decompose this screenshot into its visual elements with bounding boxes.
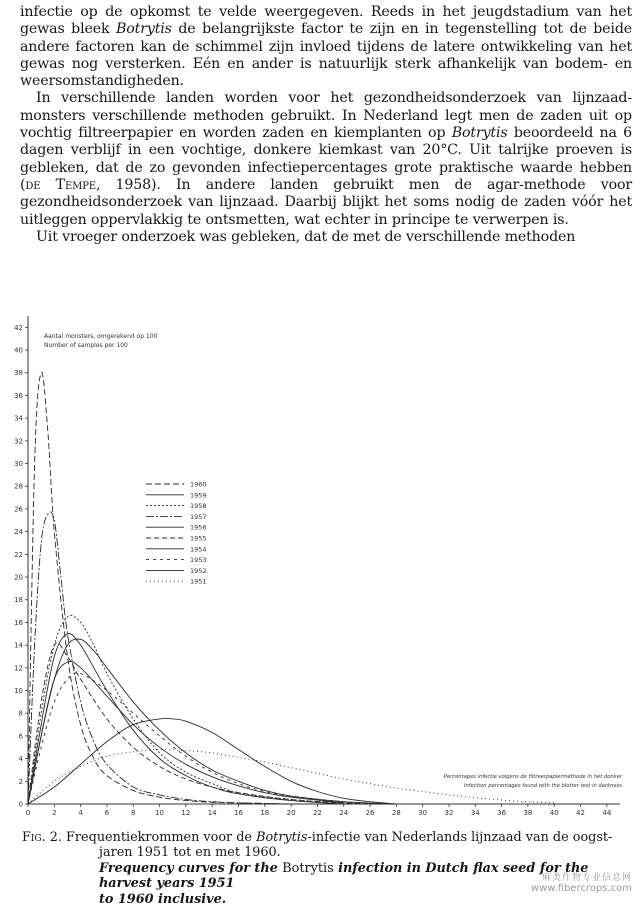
x-tick-label: 14	[207, 809, 217, 817]
caption-figure-number: Fig. 2.	[22, 830, 62, 845]
y-tick-label: 38	[14, 369, 23, 378]
x-tick-label: 42	[576, 809, 585, 817]
x-tick-label: 16	[234, 809, 243, 817]
paragraph-1-italic-term: Botrytis	[115, 21, 172, 38]
legend-label-1960: 1960	[190, 480, 207, 489]
y-tick-label: 24	[14, 528, 23, 537]
x-tick-label: 0	[25, 809, 31, 817]
x-tick-label: 38	[523, 809, 533, 817]
caption-english-part-c: infection in Dutch flax seed for the harvest years 1951	[99, 860, 589, 892]
legend-label-1957: 1957	[190, 512, 207, 521]
caption-english-upright-term: Botrytis	[282, 860, 334, 876]
y-tick-group	[14, 324, 28, 809]
y-tick-label: 22	[14, 550, 23, 559]
x-tick-label: 10	[155, 809, 165, 817]
x-tick-label: 34	[470, 809, 480, 817]
x-tick-label: 36	[497, 809, 507, 817]
paragraph-2	[20, 90, 632, 228]
x-axis-label-nl: Percentages infectie volgens de filtreerpapiermethode in het donker	[443, 774, 622, 780]
caption-dutch-italic-term: Botrytis	[256, 830, 308, 845]
y-tick-label: 36	[14, 391, 23, 400]
x-tick-label: 40	[549, 809, 559, 817]
paragraph-2-citation-author: de Tempe	[25, 176, 96, 193]
frequency-chart	[0, 308, 640, 828]
legend-label-1956: 1956	[190, 523, 207, 532]
y-tick-label: 26	[14, 505, 23, 514]
x-axis-label-en: Infection percentages found with the blotter test in darkness	[463, 783, 622, 789]
y-tick-label: 4	[18, 755, 23, 764]
curve-1955	[28, 643, 396, 804]
legend-label-1958: 1958	[190, 502, 207, 511]
x-tick-label: 4	[78, 809, 83, 817]
x-tick-label: 44	[602, 809, 612, 817]
legend-label-1952: 1952	[190, 566, 207, 575]
curve-1953	[28, 673, 396, 804]
y-tick-label: 30	[14, 460, 23, 469]
y-tick-label: 34	[14, 414, 23, 423]
legend-label-1954: 1954	[190, 545, 207, 554]
y-tick-label: 8	[18, 709, 23, 718]
figure-caption	[22, 830, 622, 907]
curve-1958	[28, 615, 396, 804]
x-tick-label: 22	[312, 809, 322, 817]
x-tick-group	[26, 804, 612, 817]
y-axis-label-nl: Aantal monsters, omgerekend op 100	[44, 333, 158, 340]
curve-1957	[28, 512, 291, 804]
legend	[146, 481, 207, 586]
paragraph-3: Uit vroeger onderzoek was gebleken, dat de met de verschillende methoden	[36, 228, 576, 245]
x-tick-label: 12	[181, 809, 191, 817]
x-tick-label: 8	[131, 809, 136, 817]
paragraph-2-part-a: In verschillende landen worden voor het gezondheidsonderzoek van lijnzaad-monsters verschillende methoden gebruikt. In Nederland legt men de zaden uit op vochtig filtreerpapier en worden zaden en kiemplanten op	[20, 90, 632, 142]
legend-label-1951: 1951	[190, 577, 207, 586]
caption-english-part-a: Frequency curves for the	[99, 860, 283, 876]
paragraph-2-part-c: beoordeeld na 6 dagen verblijf in een vochtige, donkere kiemkast van 20°C. Uit talrijke proeven is gebleken, dat de zo gevonden infectiepercentages grote praktische waarde hebben (	[20, 125, 633, 193]
y-tick-label: 40	[14, 346, 23, 355]
caption-english-line-2: to 1960 inclusive.	[99, 891, 227, 907]
curve-1960	[28, 372, 396, 804]
y-tick-label: 6	[18, 732, 23, 741]
paragraph-1-part-c: de belangrijkste factor te zijn en in tegenstelling tot de beide andere factoren kan de schimmel zijn invloed tijdens de latere ontwikkeling van het gewas nog versterken. Eén en ander is natuurlijk sterk afhankelijk van bodem- en weersomstandigheden.	[20, 21, 632, 90]
y-tick-label: 14	[14, 641, 23, 650]
curve-1952	[28, 718, 396, 804]
y-axis-label-en: Number of samples per 100	[44, 342, 128, 349]
y-tick-label: 42	[14, 323, 23, 332]
watermark	[531, 870, 632, 894]
x-tick-label: 2	[52, 809, 57, 817]
y-tick-label: 12	[14, 664, 23, 673]
paragraph-1-part-a: infectie op de opkomst te velde weergegeven. Reeds in het jeugdstadium van het gewas bleek	[20, 4, 632, 38]
legend-label-1953: 1953	[190, 556, 207, 565]
x-tick-label: 24	[339, 809, 349, 817]
paragraph-2-part-e: , 1958). In andere landen gebruikt men de agar-methode voor gezondheidsonderzoek van lijnzaad. Daarbij blijkt het soms nodig de zaden vóór het uitleggen oppervlakkig te ontsmetten, wat echter in principe te verwerpen is.	[20, 176, 632, 228]
y-tick-label: 18	[14, 596, 23, 605]
watermark-chinese: 麻类作物专业信息网	[541, 873, 632, 883]
legend-label-1959: 1959	[190, 491, 207, 500]
y-tick-label: 16	[14, 618, 23, 627]
curve-1956	[28, 633, 344, 804]
y-tick-label: 20	[14, 573, 23, 582]
caption-dutch-line-2: jaren 1951 tot en met 1960.	[99, 845, 281, 861]
x-tick-label: 26	[365, 809, 375, 817]
caption-dutch-part-a: Frequentiekrommen voor de	[61, 830, 257, 845]
body-text	[20, 4, 632, 246]
y-tick-label: 28	[14, 482, 23, 491]
x-tick-label: 32	[444, 809, 454, 817]
y-tick-label: 0	[18, 800, 23, 809]
y-tick-label: 32	[14, 437, 23, 446]
y-tick-label: 2	[18, 777, 23, 786]
legend-label-1955: 1955	[190, 534, 207, 543]
paragraph-1	[20, 4, 632, 90]
x-tick-label: 6	[104, 809, 110, 817]
caption-dutch-part-c: -infectie van Nederlands lijnzaad van de oogst-	[307, 830, 613, 845]
watermark-url: www.fibercrops.com	[530, 883, 632, 894]
x-tick-label: 28	[391, 809, 401, 817]
curve-group	[28, 372, 554, 804]
curve-1959	[28, 639, 396, 804]
x-tick-label: 18	[260, 809, 270, 817]
chart-axes	[28, 316, 620, 804]
caption-dutch	[22, 830, 622, 845]
x-tick-label: 30	[418, 809, 428, 817]
curve-1954	[28, 661, 344, 804]
x-tick-label: 20	[286, 809, 296, 817]
y-tick-label: 10	[14, 687, 23, 696]
paragraph-2-italic-term: Botrytis	[451, 125, 508, 142]
